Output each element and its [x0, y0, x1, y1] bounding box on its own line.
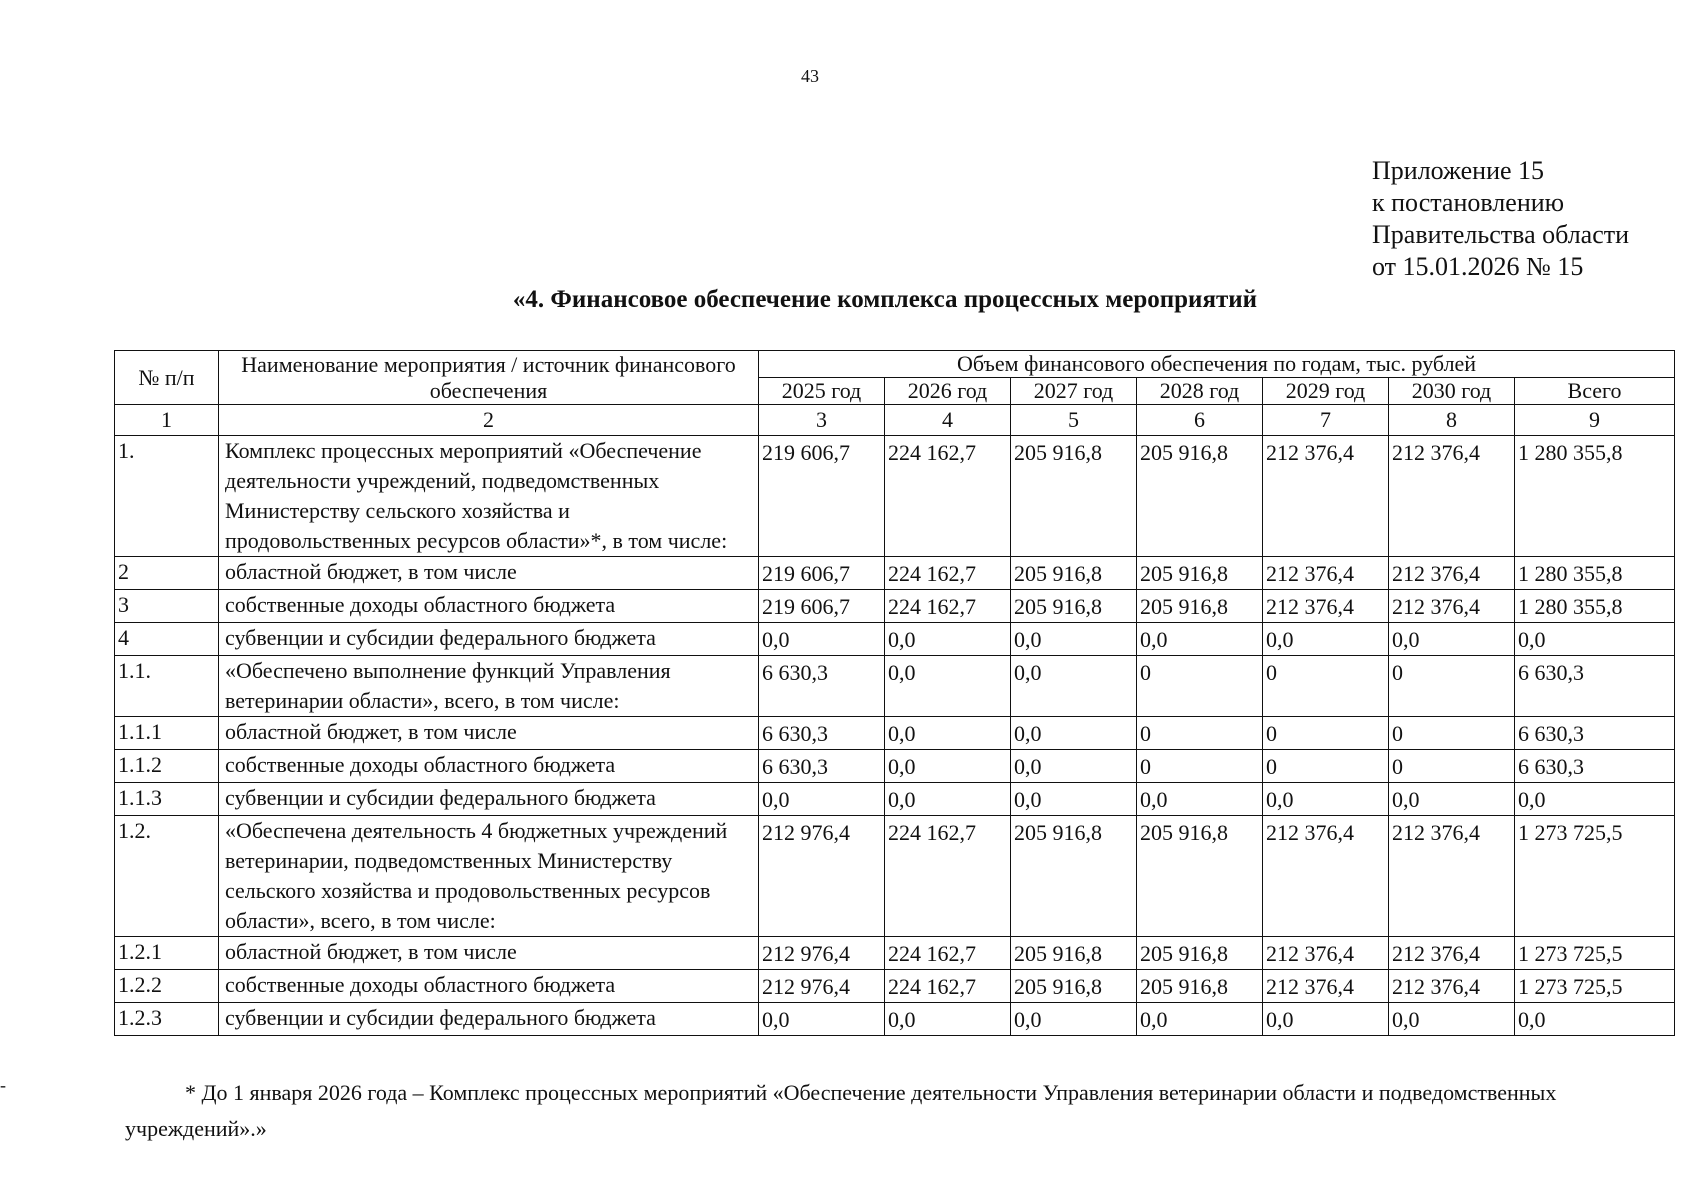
row-value: 0,0 — [1011, 1003, 1137, 1036]
row-value: 6 630,3 — [759, 717, 885, 750]
column-number: 6 — [1137, 405, 1263, 436]
row-value: 212 376,4 — [1389, 937, 1515, 970]
row-value: 205 916,8 — [1011, 590, 1137, 623]
row-value: 0,0 — [885, 783, 1011, 816]
row-value: 0,0 — [1011, 656, 1137, 717]
row-value: 0,0 — [885, 623, 1011, 656]
row-name: субвенции и субсидии федерального бюджета — [219, 1003, 759, 1036]
row-total: 1 273 725,5 — [1515, 937, 1675, 970]
row-value: 205 916,8 — [1137, 590, 1263, 623]
header-col-name: Наименование мероприятия / источник финансового обеспечения — [219, 351, 759, 405]
row-value: 205 916,8 — [1011, 436, 1137, 557]
row-value: 0 — [1263, 717, 1389, 750]
row-value: 212 376,4 — [1263, 557, 1389, 590]
row-number: 4 — [115, 623, 219, 656]
page-number: 43 — [801, 66, 819, 86]
row-value: 219 606,7 — [759, 436, 885, 557]
column-number: 5 — [1011, 405, 1137, 436]
table-row — [115, 717, 1675, 750]
row-value: 212 376,4 — [1263, 590, 1389, 623]
column-number-row — [115, 405, 1675, 436]
header-row-top — [115, 351, 1675, 378]
row-value: 212 976,4 — [759, 937, 885, 970]
column-number: 4 — [885, 405, 1011, 436]
column-number: 7 — [1263, 405, 1389, 436]
row-value: 0,0 — [759, 623, 885, 656]
row-name: собственные доходы областного бюджета — [219, 590, 759, 623]
appendix-line-2: к постановлению — [1372, 188, 1565, 217]
row-value: 212 376,4 — [1389, 557, 1515, 590]
row-number: 1. — [115, 436, 219, 557]
header-group: Объем финансового обеспечения по годам, тыс. рублей — [759, 351, 1675, 378]
row-value: 212 376,4 — [1389, 816, 1515, 937]
row-value: 219 606,7 — [759, 590, 885, 623]
row-value: 205 916,8 — [1137, 970, 1263, 1003]
appendix-block — [1372, 155, 1629, 283]
row-value: 212 376,4 — [1263, 937, 1389, 970]
row-value: 205 916,8 — [1011, 937, 1137, 970]
row-total: 1 280 355,8 — [1515, 436, 1675, 557]
table-row — [115, 816, 1675, 937]
header-year: 2026 год — [885, 378, 1011, 405]
header-year: 2025 год — [759, 378, 885, 405]
row-value: 0,0 — [1263, 783, 1389, 816]
table-row — [115, 783, 1675, 816]
row-total: 0,0 — [1515, 1003, 1675, 1036]
table-row — [115, 436, 1675, 557]
table-row — [115, 970, 1675, 1003]
row-name: областной бюджет, в том числе — [219, 557, 759, 590]
row-value: 0 — [1389, 717, 1515, 750]
row-value: 0,0 — [885, 717, 1011, 750]
table-row — [115, 623, 1675, 656]
financing-table — [114, 350, 1675, 1036]
header-year: 2028 год — [1137, 378, 1263, 405]
row-value: 212 376,4 — [1263, 436, 1389, 557]
row-value: 0,0 — [1137, 623, 1263, 656]
row-number: 1.1.1 — [115, 717, 219, 750]
row-value: 0 — [1389, 656, 1515, 717]
row-name: собственные доходы областного бюджета — [219, 750, 759, 783]
row-name: Комплекс процессных мероприятий «Обеспечение деятельности учреждений, подведомственных Министерству сельского хозяйства и продовольственных ресурсов области»*, в том числе: — [219, 436, 759, 557]
table-row — [115, 937, 1675, 970]
row-value: 0,0 — [1263, 623, 1389, 656]
footnote: * До 1 января 2026 года – Комплекс процессных мероприятий «Обеспечение деятельности Управления ветеринарии области и подведомственных учреждений».» — [125, 1080, 1557, 1141]
column-number: 8 — [1389, 405, 1515, 436]
row-total: 6 630,3 — [1515, 717, 1675, 750]
row-total: 1 273 725,5 — [1515, 970, 1675, 1003]
row-number: 1.1.3 — [115, 783, 219, 816]
row-value: 224 162,7 — [885, 970, 1011, 1003]
row-value: 219 606,7 — [759, 557, 885, 590]
row-value: 0,0 — [759, 783, 885, 816]
header-year: 2030 год — [1389, 378, 1515, 405]
row-value: 0,0 — [1011, 717, 1137, 750]
row-value: 212 976,4 — [759, 816, 885, 937]
row-value: 212 376,4 — [1389, 590, 1515, 623]
row-value: 224 162,7 — [885, 590, 1011, 623]
row-total: 6 630,3 — [1515, 750, 1675, 783]
row-value: 205 916,8 — [1137, 937, 1263, 970]
row-value: 0 — [1137, 750, 1263, 783]
row-value: 224 162,7 — [885, 436, 1011, 557]
row-value: 205 916,8 — [1137, 557, 1263, 590]
row-value: 0,0 — [1263, 1003, 1389, 1036]
row-value: 224 162,7 — [885, 816, 1011, 937]
table-row — [115, 1003, 1675, 1036]
header-col-no: № п/п — [115, 351, 219, 405]
row-value: 6 630,3 — [759, 656, 885, 717]
row-total: 0,0 — [1515, 623, 1675, 656]
row-value: 205 916,8 — [1137, 436, 1263, 557]
row-total: 1 273 725,5 — [1515, 816, 1675, 937]
row-name: «Обеспечена деятельность 4 бюджетных учреждений ветеринарии, подведомственных Министерству сельского хозяйства и продовольственных ресурсов области», всего, в том числе: — [219, 816, 759, 937]
row-value: 0,0 — [1389, 783, 1515, 816]
row-name: областной бюджет, в том числе — [219, 717, 759, 750]
appendix-line-4: от 15.01.2026 № 15 — [1372, 252, 1584, 281]
row-value: 0 — [1137, 656, 1263, 717]
row-value: 212 976,4 — [759, 970, 885, 1003]
row-value: 212 376,4 — [1263, 816, 1389, 937]
row-value: 0,0 — [1011, 783, 1137, 816]
header-total: Всего — [1515, 378, 1675, 405]
row-value: 0,0 — [885, 750, 1011, 783]
row-value: 205 916,8 — [1011, 816, 1137, 937]
row-name: областной бюджет, в том числе — [219, 937, 759, 970]
column-number: 2 — [219, 405, 759, 436]
row-number: 1.2.1 — [115, 937, 219, 970]
row-value: 0,0 — [885, 1003, 1011, 1036]
row-value: 224 162,7 — [885, 557, 1011, 590]
row-number: 1.2. — [115, 816, 219, 937]
row-value: 0,0 — [1011, 623, 1137, 656]
header-year: 2029 год — [1263, 378, 1389, 405]
row-total: 6 630,3 — [1515, 656, 1675, 717]
row-value: 0,0 — [1137, 1003, 1263, 1036]
row-number: 1.2.3 — [115, 1003, 219, 1036]
table-row — [115, 557, 1675, 590]
row-value: 212 376,4 — [1389, 970, 1515, 1003]
row-value: 0,0 — [1389, 1003, 1515, 1036]
row-value: 205 916,8 — [1137, 816, 1263, 937]
row-value: 0 — [1389, 750, 1515, 783]
row-value: 0,0 — [1389, 623, 1515, 656]
section-title: «4. Финансовое обеспечение комплекса процессных мероприятий — [512, 286, 1258, 313]
row-number: 1.1. — [115, 656, 219, 717]
appendix-line-3: Правительства области — [1372, 220, 1630, 249]
row-value: 0 — [1263, 750, 1389, 783]
row-name: субвенции и субсидии федерального бюджета — [219, 783, 759, 816]
header-year: 2027 год — [1011, 378, 1137, 405]
row-value: 6 630,3 — [759, 750, 885, 783]
appendix-line-1: Приложение 15 — [1372, 156, 1545, 185]
row-number: 3 — [115, 590, 219, 623]
row-name: субвенции и субсидии федерального бюджета — [219, 623, 759, 656]
row-value: 0 — [1137, 717, 1263, 750]
table-row — [115, 656, 1675, 717]
row-value: 0,0 — [759, 1003, 885, 1036]
row-value: 0 — [1263, 656, 1389, 717]
row-number: 2 — [115, 557, 219, 590]
margin-mark: - — [0, 1075, 6, 1095]
row-name: собственные доходы областного бюджета — [219, 970, 759, 1003]
row-value: 0,0 — [1011, 750, 1137, 783]
row-total: 0,0 — [1515, 783, 1675, 816]
row-total: 1 280 355,8 — [1515, 590, 1675, 623]
row-name: «Обеспечено выполнение функций Управления ветеринарии области», всего, в том числе: — [219, 656, 759, 717]
column-number: 9 — [1515, 405, 1675, 436]
row-value: 0,0 — [1137, 783, 1263, 816]
column-number: 3 — [759, 405, 885, 436]
row-value: 212 376,4 — [1389, 436, 1515, 557]
row-value: 0,0 — [885, 656, 1011, 717]
row-number: 1.1.2 — [115, 750, 219, 783]
table-row — [115, 590, 1675, 623]
row-number: 1.2.2 — [115, 970, 219, 1003]
table-row — [115, 750, 1675, 783]
row-value: 212 376,4 — [1263, 970, 1389, 1003]
row-value: 205 916,8 — [1011, 557, 1137, 590]
table-body — [115, 436, 1675, 1036]
row-value: 224 162,7 — [885, 937, 1011, 970]
row-total: 1 280 355,8 — [1515, 557, 1675, 590]
column-number: 1 — [115, 405, 219, 436]
row-value: 205 916,8 — [1011, 970, 1137, 1003]
